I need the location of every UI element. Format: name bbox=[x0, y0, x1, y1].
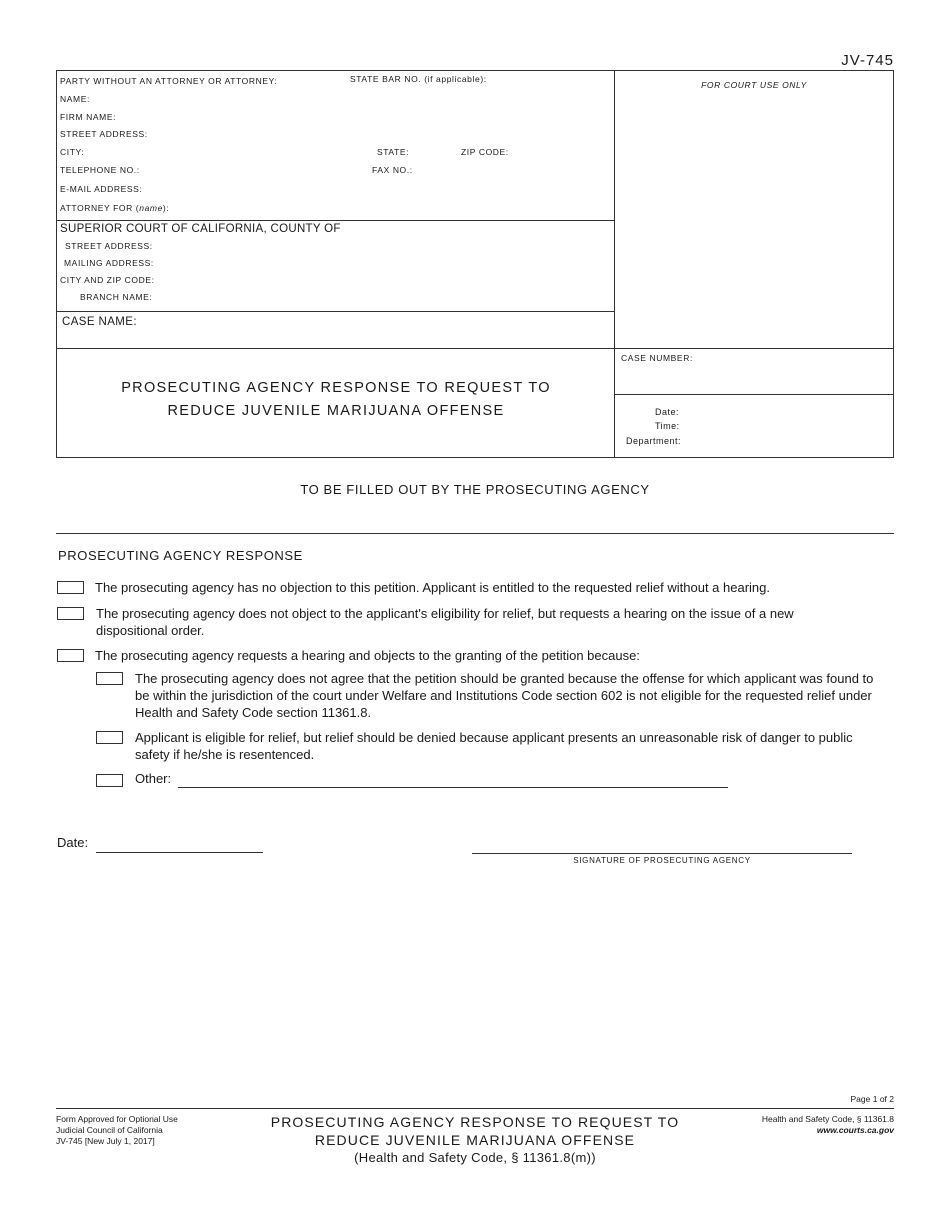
attorney-for-name: name bbox=[139, 203, 163, 213]
court-branch-label: BRANCH NAME: bbox=[80, 292, 153, 302]
form-title bbox=[57, 377, 615, 423]
footer-left-block bbox=[56, 1114, 178, 1147]
risk-checkbox[interactable] bbox=[96, 731, 123, 744]
other-input-line[interactable] bbox=[178, 786, 728, 788]
for-court-use-label: FOR COURT USE ONLY bbox=[701, 80, 807, 90]
caption-line bbox=[614, 394, 894, 395]
attorney-for-label bbox=[60, 203, 169, 213]
zip-code-label: ZIP CODE: bbox=[461, 147, 509, 157]
street-address-label: STREET ADDRESS: bbox=[60, 129, 148, 139]
form-title-line1: PROSECUTING AGENCY RESPONSE TO REQUEST TO bbox=[121, 380, 551, 396]
risk-text: Applicant is eligible for relief, but relief should be denied because applicant presents an unreasonable risk of danger to public safety if he/she is resentenced. bbox=[135, 730, 853, 762]
court-street-label: STREET ADDRESS: bbox=[65, 241, 153, 251]
time-label: Time: bbox=[655, 421, 680, 431]
footer-website[interactable]: www.courts.ca.gov bbox=[816, 1125, 894, 1135]
signature-date-line[interactable] bbox=[96, 851, 263, 853]
caption-line bbox=[57, 220, 615, 221]
section-divider bbox=[56, 533, 894, 534]
signature-label: SIGNATURE OF PROSECUTING AGENCY bbox=[573, 856, 751, 865]
court-city-zip-label: CITY AND ZIP CODE: bbox=[60, 275, 155, 285]
city-label: CITY: bbox=[60, 147, 85, 157]
footer-form-rev: JV-745 [New July 1, 2017] bbox=[56, 1136, 155, 1146]
footer-code-ref: Health and Safety Code, § 11361.8 bbox=[761, 1114, 894, 1124]
no-objection-text: The prosecuting agency has no objection to this petition. Applicant is entitled to the requested relief without a hearing. bbox=[95, 580, 770, 595]
form-title-line2: REDUCE JUVENILE MARIJUANA OFFENSE bbox=[167, 403, 505, 419]
not-eligible-checkbox[interactable] bbox=[96, 672, 123, 685]
attorney-for-suffix: ): bbox=[162, 203, 170, 213]
no-objection-checkbox[interactable] bbox=[57, 581, 84, 594]
attorney-for-prefix: ATTORNEY FOR ( bbox=[60, 203, 140, 213]
signature-date-label: Date: bbox=[57, 835, 89, 850]
department-label: Department: bbox=[626, 436, 682, 446]
party-header: PARTY WITHOUT AN ATTORNEY OR ATTORNEY: bbox=[60, 76, 278, 86]
page-number: Page 1 of 2 bbox=[850, 1094, 894, 1104]
date-label: Date: bbox=[655, 407, 680, 417]
state-bar-label: STATE BAR NO. (if applicable): bbox=[350, 74, 487, 84]
telephone-label: TELEPHONE NO.: bbox=[60, 165, 140, 175]
caption-box bbox=[56, 70, 894, 458]
firm-name-label: FIRM NAME: bbox=[60, 112, 117, 122]
court-mailing-label: MAILING ADDRESS: bbox=[64, 258, 154, 268]
instruction-text: TO BE FILLED OUT BY THE PROSECUTING AGENCY bbox=[300, 482, 650, 497]
footer-right-block bbox=[762, 1114, 894, 1136]
court-title: SUPERIOR COURT OF CALIFORNIA, COUNTY OF bbox=[60, 223, 341, 235]
caption-line bbox=[57, 311, 615, 312]
form-number: JV-745 bbox=[841, 52, 894, 69]
hearing-new-order-checkbox[interactable] bbox=[57, 607, 84, 620]
hearing-new-order-text: The prosecuting agency does not object to the applicant's eligibility for relief, but requests a hearing on the issue of a new dispositional order. bbox=[96, 606, 794, 638]
footer-title bbox=[225, 1113, 725, 1167]
signature-line[interactable] bbox=[472, 852, 852, 854]
case-name-label: CASE NAME: bbox=[62, 316, 137, 328]
case-number-label: CASE NUMBER: bbox=[621, 353, 693, 363]
objects-text: The prosecuting agency requests a hearing and objects to the granting of the petition because: bbox=[95, 648, 640, 663]
objects-checkbox[interactable] bbox=[57, 649, 84, 662]
fax-label: FAX NO.: bbox=[372, 165, 413, 175]
footer-approved: Form Approved for Optional Use bbox=[56, 1114, 178, 1124]
other-label: Other: bbox=[135, 771, 172, 786]
footer-council: Judicial Council of California bbox=[56, 1125, 163, 1135]
section-heading: PROSECUTING AGENCY RESPONSE bbox=[58, 548, 303, 563]
footer-title-line1: PROSECUTING AGENCY RESPONSE TO REQUEST TO bbox=[270, 1114, 680, 1130]
email-label: E-MAIL ADDRESS: bbox=[60, 184, 143, 194]
footer-rule bbox=[56, 1108, 894, 1109]
state-label: STATE: bbox=[377, 147, 410, 157]
other-checkbox[interactable] bbox=[96, 774, 123, 787]
footer-title-line2: REDUCE JUVENILE MARIJUANA OFFENSE bbox=[314, 1132, 636, 1148]
caption-line bbox=[57, 348, 893, 349]
not-eligible-text: The prosecuting agency does not agree that the petition should be granted because the offense for which applicant was found to be within the jurisdiction of the court under Welfare and Institutions Code section 602 is not eligible for the requested relief under Health and Safety Code section 11361.8. bbox=[135, 671, 874, 720]
footer-title-line3: (Health and Safety Code, § 11361.8(m)) bbox=[354, 1150, 596, 1165]
name-label: NAME: bbox=[60, 94, 90, 104]
